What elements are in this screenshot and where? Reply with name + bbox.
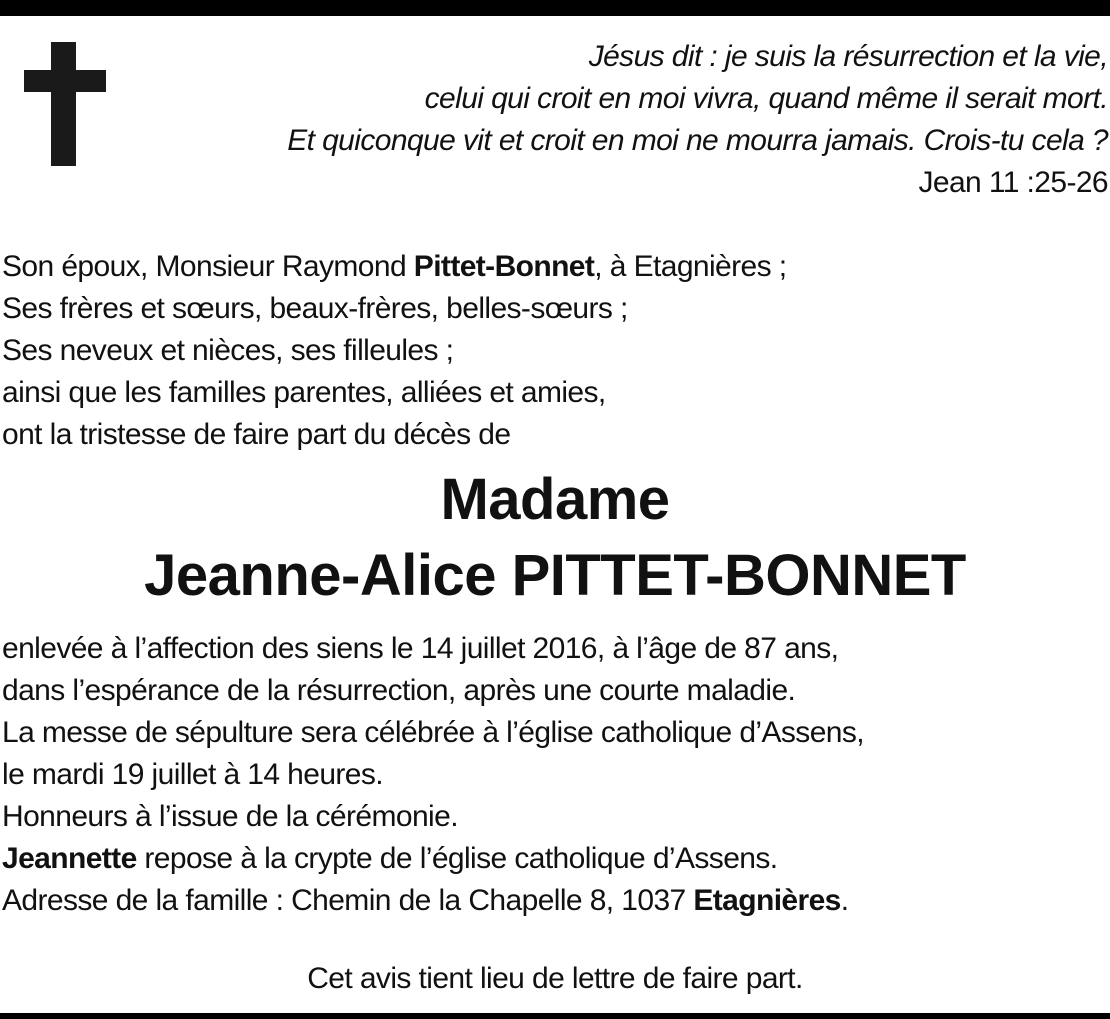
verse-reference: Jean 11 :25-26 <box>918 166 1108 199</box>
details-line-3: La messe de sépulture sera célébrée à l’église catholique d’Assens, <box>2 716 864 749</box>
verse-line-3: Et quiconque vit et croit en moi ne mourra jamais. Crois-tu cela ? <box>287 124 1108 157</box>
details-line-4: le mardi 19 juillet à 14 heures. <box>2 758 384 791</box>
funeral-details <box>2 628 1102 922</box>
cross-vertical-bar <box>51 42 76 166</box>
details-line-2: dans l’espérance de la résurrection, après une courte maladie. <box>2 674 796 707</box>
details-line-7 <box>2 880 1102 922</box>
family-line-3: Ses neveux et nièces, ses filleules ; <box>2 334 454 367</box>
details-line-5: Honneurs à l’issue de la cérémonie. <box>2 800 458 833</box>
family-line-1 <box>2 246 1102 288</box>
cross-icon <box>24 42 106 166</box>
family-address-text: Adresse de la famille : Chemin de la Chapelle 8, 1037 <box>2 884 694 917</box>
family-address-period: . <box>840 884 849 917</box>
cross-horizontal-bar <box>24 70 106 92</box>
deceased-title: Madame <box>440 467 670 532</box>
details-line-6-text: repose à la crypte de l’église catholique d’Assens. <box>136 842 778 875</box>
family-line-1-prefix: Son époux, Monsieur Raymond <box>2 250 414 283</box>
verse-line-2: celui qui croit en moi vivra, quand même il serait mort. <box>424 82 1108 115</box>
family-announcement <box>2 246 1102 456</box>
deceased-name-block <box>0 462 1110 614</box>
family-line-1-suffix: , à Etagnières ; <box>594 250 787 283</box>
details-line-1: enlevée à l’affection des siens le 14 juillet 2016, à l’âge de 87 ans, <box>2 632 839 665</box>
closing-note: Cet avis tient lieu de lettre de faire part. <box>307 962 803 995</box>
family-line-2: Ses frères et sœurs, beaux-frères, belles-sœurs ; <box>2 292 628 325</box>
family-line-5: ont la tristesse de faire part du décès de <box>2 418 511 451</box>
family-address-town: Etagnières <box>693 884 841 917</box>
top-border-rule <box>0 0 1110 16</box>
details-line-6 <box>2 838 1102 880</box>
spouse-surname: Pittet-Bonnet <box>413 250 595 283</box>
verse-line-1: Jésus dit : je suis la résurrection et la vie, <box>588 40 1108 73</box>
deceased-first-name: Jeannette <box>2 842 137 875</box>
deceased-name: Jeanne-Alice PITTET-BONNET <box>144 543 966 608</box>
bible-verse <box>128 36 1108 204</box>
family-line-4: ainsi que les familles parentes, alliées et amies, <box>2 376 606 409</box>
bottom-border-rule <box>0 1013 1110 1019</box>
